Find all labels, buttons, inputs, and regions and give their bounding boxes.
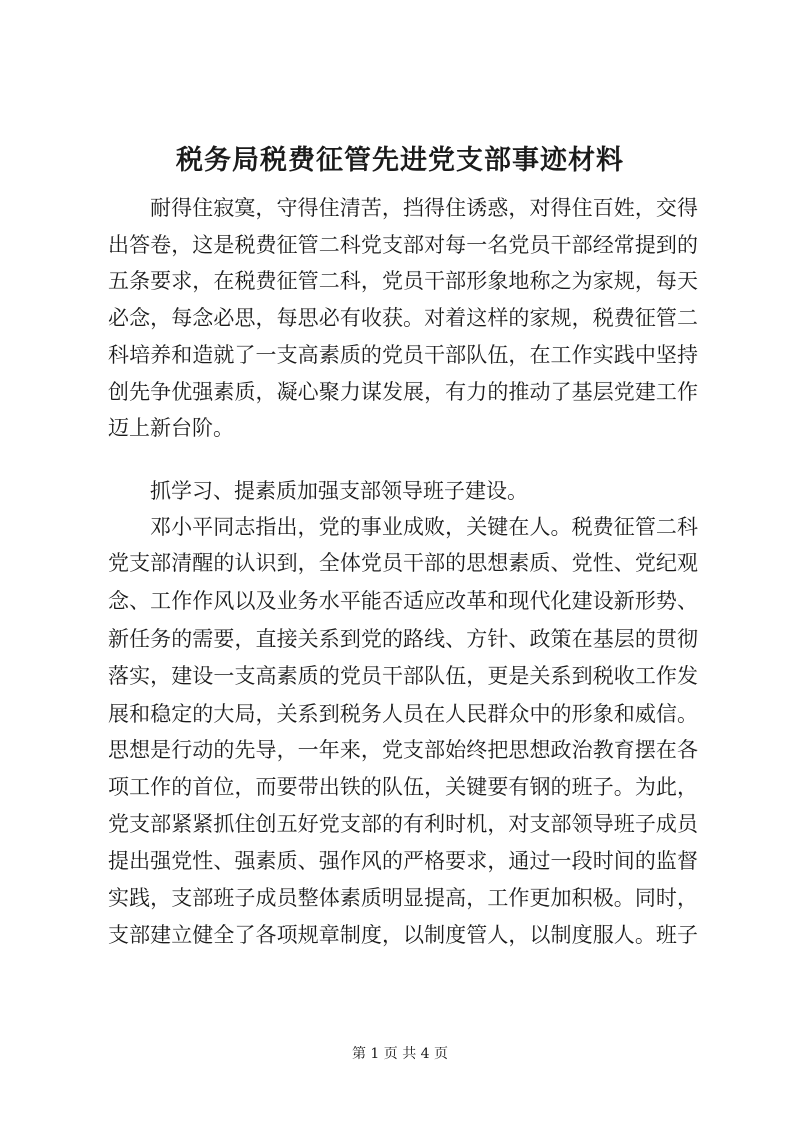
paragraph-line: 思想是行动的先导，一年来，党支部始终把思想政治教育摆在各 <box>108 738 698 762</box>
paragraph-line: 党支部紧紧抓住创五好党支部的有利时机，对支部领导班子成员 <box>108 812 698 836</box>
section-heading: 抓学习、提素质加强支部领导班子建设。 <box>150 479 528 503</box>
paragraph-line: 展和稳定的大局，关系到税务人员在人民群众中的形象和威信。 <box>108 702 698 726</box>
document-title: 税务局税费征管先进党支部事迹材料 <box>176 145 624 176</box>
paragraph-line: 支部建立健全了各项规章制度，以制度管人，以制度服人。班子 <box>108 923 698 947</box>
paragraph-line: 耐得住寂寞，守得住清苦，挡得住诱惑，对得住百姓，交得 <box>150 196 698 220</box>
paragraph-line: 党支部清醒的认识到，全体党员干部的思想素质、党性、党纪观 <box>108 551 698 575</box>
paragraph-line: 实践，支部班子成员整体素质明显提高，工作更加积极。同时， <box>108 886 698 910</box>
paragraph-line: 念、工作作风以及业务水平能否适应改革和现代化建设新形势、 <box>108 589 698 613</box>
paragraph-line: 五条要求，在税费征管二科，党员干部形象地称之为家规，每天 <box>108 269 698 293</box>
paragraph-line: 必念，每念必思，每思必有收获。对着这样的家规，税费征管二 <box>108 306 698 330</box>
paragraph-line: 出答卷，这是税费征管二科党支部对每一名党员干部经常提到的 <box>108 233 698 257</box>
paragraph-line: 科培养和造就了一支高素质的党员干部队伍，在工作实践中坚持 <box>108 343 698 367</box>
paragraph-line: 邓小平同志指出，党的事业成败，关键在人。税费征管二科 <box>150 515 698 539</box>
paragraph-line: 新任务的需要，直接关系到党的路线、方针、政策在基层的贯彻 <box>108 627 698 651</box>
paragraph-line: 创先争优强素质，凝心聚力谋发展，有力的推动了基层党建工作 <box>108 380 698 404</box>
paragraph-line: 提出强党性、强素质、强作风的严格要求，通过一段时间的监督 <box>108 849 698 873</box>
paragraph-line: 落实，建设一支高素质的党员干部队伍，更是关系到税收工作发 <box>108 664 698 688</box>
page-footer: 第 1 页 共 4 页 <box>351 1046 449 1062</box>
paragraph-line: 项工作的首位，而要带出铁的队伍，关键要有钢的班子。为此， <box>108 775 698 799</box>
paragraph-line: 迈上新台阶。 <box>108 416 234 440</box>
